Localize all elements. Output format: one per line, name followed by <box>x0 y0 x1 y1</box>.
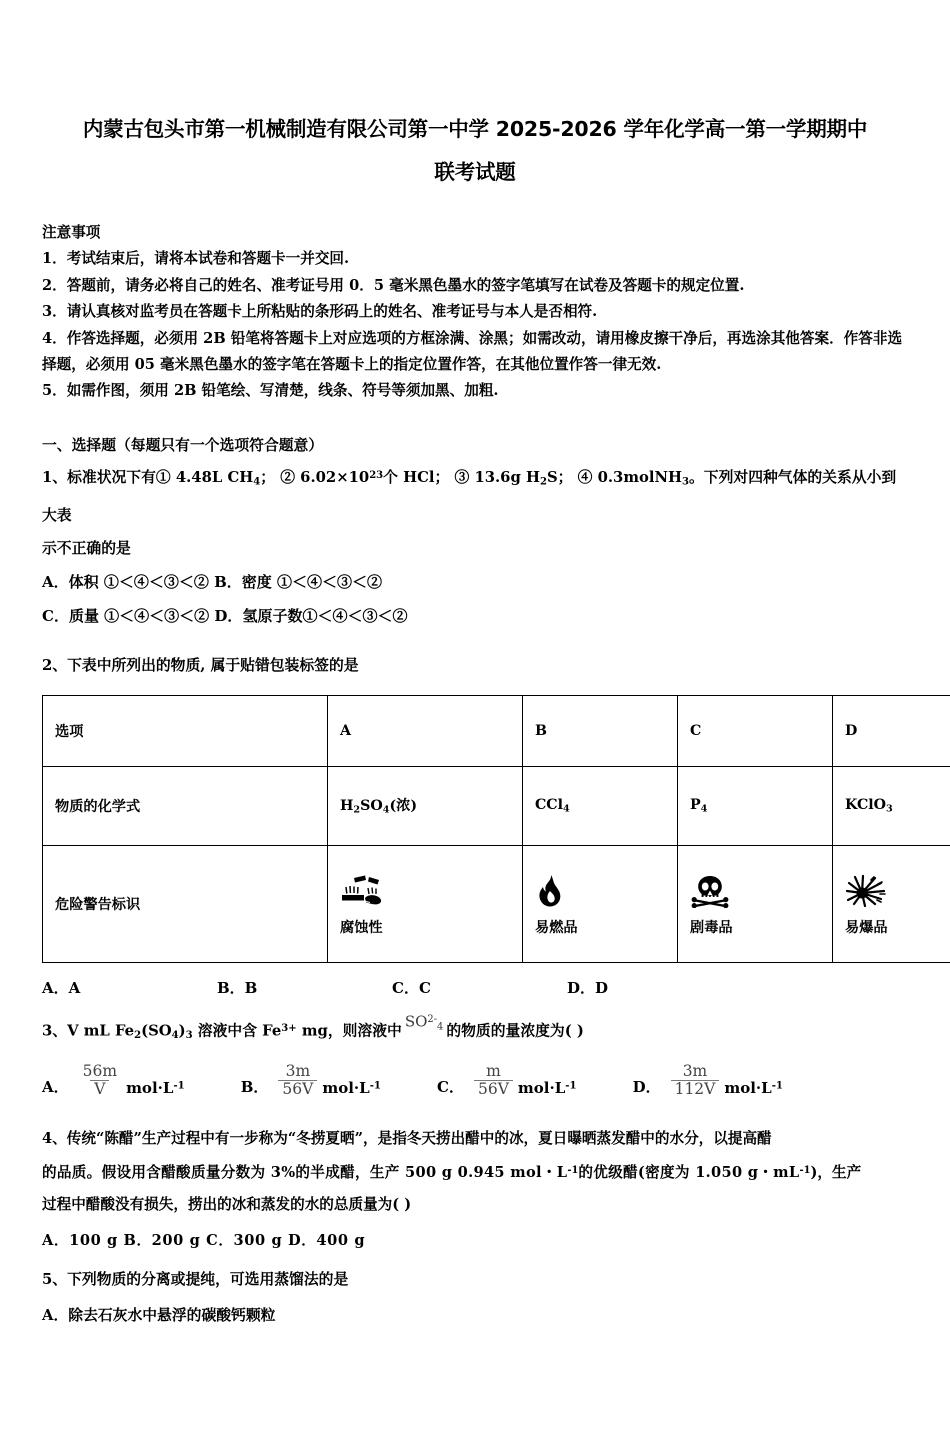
question-3-options <box>42 1063 910 1099</box>
hazard-c-label: 剧毒品 <box>690 911 820 937</box>
q3-b-denominator: 56V <box>278 1080 317 1098</box>
notice-item-5: 5．如需作图，须用 2B 铅笔绘、写清楚，线条、符号等须加黑、加粗. <box>42 378 910 404</box>
q3-b-unit <box>317 1079 381 1099</box>
q3-b-unit-text: mol·L <box>322 1079 369 1097</box>
q3-stem-d: 溶液中含 Fe <box>193 1022 282 1039</box>
q3-sub-fe: 2 <box>134 1030 141 1041</box>
q4-line-2a: 的品质。假设用含醋酸质量分数为 3%的半成醋，生产 500 g 0.945 mol・L <box>42 1164 567 1181</box>
q3-d-unit-sup: -1 <box>772 1079 783 1091</box>
q1-option-c-label[interactable]: C． <box>42 607 69 625</box>
q1-sep-3: ； <box>558 469 573 486</box>
question-2-stem <box>42 651 910 681</box>
cell-hazard-b <box>523 845 678 962</box>
q3-option-a-fraction <box>79 1063 121 1099</box>
hazard-b-wrap <box>535 861 665 947</box>
q3-stem-b: (SO <box>141 1022 172 1039</box>
q3-c-unit-text: mol·L <box>518 1079 565 1097</box>
q1-option-d-label[interactable]: D． <box>214 607 242 625</box>
q1-item2-sup: 23 <box>369 470 383 481</box>
cell-hazard-c <box>678 845 833 962</box>
q4-line-1: 传统“陈醋”生产过程中有一步称为“冬捞夏晒”，是指冬天捞出醋中的冰，夏日曝晒蒸发醋中的水分，以提高醋 <box>67 1130 772 1147</box>
q1-sep-1: ； <box>260 469 275 486</box>
sulfate-ion-formula <box>405 1005 444 1042</box>
formula-d-part1: KClO <box>845 797 886 813</box>
q1-item4: 0.3molNH <box>598 469 682 486</box>
q1-option-b-label[interactable]: B． <box>214 573 242 591</box>
q3-a-unit-text: mol·L <box>126 1079 173 1097</box>
q1-item3-b: S <box>547 469 558 486</box>
q3-option-c[interactable] <box>437 1063 577 1099</box>
q3-option-c-fraction <box>474 1063 513 1099</box>
q1-item2-a: 6.02×10 <box>300 469 369 486</box>
row-header-options: 选项 <box>43 695 328 766</box>
table-row-options <box>43 695 950 766</box>
question-3-stem <box>42 1014 910 1051</box>
q3-option-d[interactable] <box>633 1063 783 1099</box>
question-4-options[interactable]: A．100 g B．200 g C．300 g D．400 g <box>42 1225 910 1257</box>
row-header-formula: 物质的化学式 <box>43 766 328 845</box>
question-4 <box>0 1123 950 1257</box>
cell-option-a: A <box>328 695 523 766</box>
corrosive-icon-svg <box>340 874 384 908</box>
question-1 <box>0 459 950 633</box>
q3-option-b[interactable] <box>241 1063 381 1099</box>
q1-item1-mark: ① <box>156 469 171 486</box>
q1-item2-mark: ② <box>280 469 295 486</box>
question-1-number: 1、 <box>42 469 67 486</box>
q3-d-unit <box>719 1079 783 1099</box>
formula-a-sub1: 2 <box>353 805 360 816</box>
q4-line-2-sup-2: -1 <box>799 1165 810 1176</box>
question-4-number: 4、 <box>42 1130 67 1147</box>
question-5-option-a[interactable]: A．除去石灰水中悬浮的碳酸钙颗粒 <box>42 1301 910 1331</box>
q1-item4-sub: 3 <box>682 477 689 488</box>
cell-formula-a <box>328 766 523 845</box>
q1-option-a-label[interactable]: A． <box>42 573 69 591</box>
question-3-number: 3、 <box>42 1022 67 1039</box>
q1-stem-a: 标准状况下有 <box>67 469 156 486</box>
q1-item1-sub: 4 <box>253 477 260 488</box>
q3-d-unit-text: mol·L <box>724 1079 771 1097</box>
question-3 <box>0 1014 950 1099</box>
notice-item-4: 4．作答选择题，必须用 2B 铅笔将答题卡上对应选项的方框涂满、涂黑；如需改动，请用橡皮擦干净后，再选涂其他答案．作答非选择题，必须用 05 毫米黑色墨水的签字笔在答题卡上的指定位置作答，在其他位置作答一律无效. <box>42 326 910 379</box>
notice-item-1: 1．考试结束后，请将本试卷和答题卡一并交回. <box>42 246 910 272</box>
hazard-a-label: 腐蚀性 <box>340 911 510 937</box>
q1-option-d-text[interactable]: 氢原子数①＜④＜③＜② <box>242 607 407 625</box>
question-4-stem-line3: 过程中醋酸没有损失，捞出的冰和蒸发的水的总质量为( ) <box>42 1189 910 1221</box>
q1-item1: 4.48L CH <box>176 469 253 486</box>
hazard-d-wrap <box>845 861 950 947</box>
q2-stem-text: 下表中所列出的物质, 属于贴错包装标签的是 <box>67 657 358 674</box>
q1-item3: 13.6g H <box>474 469 540 486</box>
hazard-d-label: 易爆品 <box>845 911 950 937</box>
question-4-stem <box>42 1123 910 1155</box>
q1-item3-mark: ③ <box>454 469 469 486</box>
q3-option-b-label: B． <box>241 1076 279 1099</box>
q5-stem-text: 下列物质的分离或提纯，可选用蒸馏法的是 <box>67 1271 348 1288</box>
q3-stem-a: V mL Fe <box>67 1022 134 1039</box>
formula-b-sub1: 4 <box>563 803 570 814</box>
cell-hazard-a <box>328 845 523 962</box>
question-1-stem-cont: 示不正确的是 <box>42 532 910 565</box>
title-line-2: 联考试题 <box>38 151 912 194</box>
notice-item-2: 2．答题前，请务必将自己的姓名、准考证号用 0．5 毫米黑色墨水的签字笔填写在试卷及答题卡的规定位置. <box>42 273 910 299</box>
cell-formula-b <box>523 766 678 845</box>
q3-c-unit-sup: -1 <box>565 1079 576 1091</box>
table-row-hazard <box>43 845 950 962</box>
cell-formula-c <box>678 766 833 845</box>
q4-line-2-sup-1: -1 <box>567 1165 578 1176</box>
q2-answer-c[interactable]: C．C <box>392 976 567 1000</box>
row-header-hazard: 危险警告标识 <box>43 845 328 962</box>
flammable-icon <box>535 871 665 911</box>
question-1-options <box>42 565 910 633</box>
ion-base: SO <box>405 1012 428 1030</box>
explosive-icon-svg <box>845 874 889 908</box>
notice-section <box>0 220 950 405</box>
hazard-b-label: 易燃品 <box>535 911 665 937</box>
formula-c-sub1: 4 <box>701 803 708 814</box>
title-line-1: 内蒙古包头市第一机械制造有限公司第一中学 2025-2026 学年化学高一第一学期期中 <box>83 117 867 141</box>
q3-a-numerator: 56m <box>79 1063 121 1080</box>
notice-heading: 注意事项 <box>42 220 910 246</box>
q3-stem-c: ) <box>179 1022 186 1039</box>
table-row-formulas <box>43 766 950 845</box>
question-5-stem <box>42 1265 910 1295</box>
question-1-stem <box>42 459 910 532</box>
q3-sub-so4: 4 <box>172 1030 179 1041</box>
question-2 <box>0 651 950 1000</box>
q1-sep-2: ； <box>435 469 450 486</box>
formula-b-part1: CCl <box>535 797 563 813</box>
q3-a-unit-sup: -1 <box>173 1079 184 1091</box>
toxic-skull-icon <box>690 871 820 911</box>
q1-options-row-1 <box>42 565 910 599</box>
q1-option-a-text[interactable]: 体积 ①＜④＜③＜② <box>69 573 209 591</box>
cell-option-b: B <box>523 695 678 766</box>
question-5 <box>0 1265 950 1331</box>
exam-paper-page <box>0 108 950 1452</box>
q3-stem-f: 的物质的量浓度为( ) <box>446 1022 584 1039</box>
hazard-c-wrap <box>690 861 820 947</box>
cell-option-c: C <box>678 695 833 766</box>
q2-answer-d[interactable]: D．D <box>567 976 608 1000</box>
q3-b-unit-sup: -1 <box>370 1079 381 1091</box>
q3-d-numerator: 3m <box>679 1063 712 1080</box>
explosive-icon <box>845 871 950 911</box>
formula-a-sub2: 4 <box>383 805 390 816</box>
q4-line-2b: 的优级醋(密度为 1.050 g・mL <box>578 1164 799 1181</box>
q1-item2-b: 个 HCl <box>383 469 434 486</box>
q3-option-a[interactable] <box>42 1063 185 1099</box>
ion-count: 4 <box>437 1021 443 1032</box>
formula-c-part1: P <box>690 797 701 813</box>
page-title <box>0 108 950 194</box>
q3-option-d-label: D． <box>633 1076 671 1099</box>
q1-item4-mark: ④ <box>578 469 593 486</box>
q1-stem-b: 。下列对四种气体的关系从小到大表 <box>42 469 896 524</box>
q3-option-d-fraction <box>671 1063 720 1099</box>
cell-formula-d <box>833 766 950 845</box>
q1-option-c-text[interactable]: 质量 ①＜④＜③＜② <box>69 607 209 625</box>
hazard-label-table <box>42 695 950 963</box>
hazard-a-wrap <box>340 861 510 947</box>
cell-hazard-d <box>833 845 950 962</box>
q3-a-unit <box>121 1079 185 1099</box>
toxic-skull-icon-svg <box>690 874 730 908</box>
q1-option-b-text[interactable]: 密度 ①＜④＜③＜② <box>242 573 382 591</box>
ion-charge: 2- <box>427 1014 437 1025</box>
q3-c-numerator: m <box>482 1063 505 1080</box>
formula-d-sub1: 3 <box>886 803 893 814</box>
q1-item3-sub: 2 <box>540 477 547 488</box>
flammable-icon-svg <box>535 874 565 908</box>
question-5-number: 5、 <box>42 1271 67 1288</box>
q3-c-unit <box>513 1079 577 1099</box>
cell-option-d: D <box>833 695 950 766</box>
notice-item-3: 3．请认真核对监考员在答题卡上所粘贴的条形码上的姓名、准考证号与本人是否相符. <box>42 299 910 325</box>
formula-a-part2: SO <box>360 798 383 814</box>
question-2-number: 2、 <box>42 657 67 674</box>
q3-a-denominator: V <box>90 1080 109 1098</box>
q3-option-a-label: A． <box>42 1076 79 1099</box>
formula-a-part3: (浓) <box>389 798 417 814</box>
q3-b-numerator: 3m <box>282 1063 315 1080</box>
q3-sub-3: 3 <box>186 1030 193 1041</box>
q3-c-denominator: 56V <box>474 1080 513 1098</box>
q3-d-denominator: 112V <box>671 1080 720 1098</box>
formula-a-part1: H <box>340 798 353 814</box>
section-heading: 一、选择题（每题只有一个选项符合题意） <box>0 433 950 459</box>
q3-sup-charge: 3+ <box>281 1023 296 1034</box>
q2-answer-b[interactable]: B．B <box>217 976 392 1000</box>
corrosive-icon <box>340 871 510 911</box>
question-4-stem-line2 <box>42 1155 910 1189</box>
q4-line-2c: )，生产 <box>811 1164 862 1181</box>
question-2-answers <box>42 976 910 1000</box>
q3-stem-e: mg，则溶液中 <box>297 1022 402 1039</box>
q1-options-row-2 <box>42 599 910 633</box>
q3-option-c-label: C． <box>437 1076 474 1099</box>
q2-answer-a[interactable]: A．A <box>42 976 217 1000</box>
q3-option-b-fraction <box>278 1063 317 1099</box>
